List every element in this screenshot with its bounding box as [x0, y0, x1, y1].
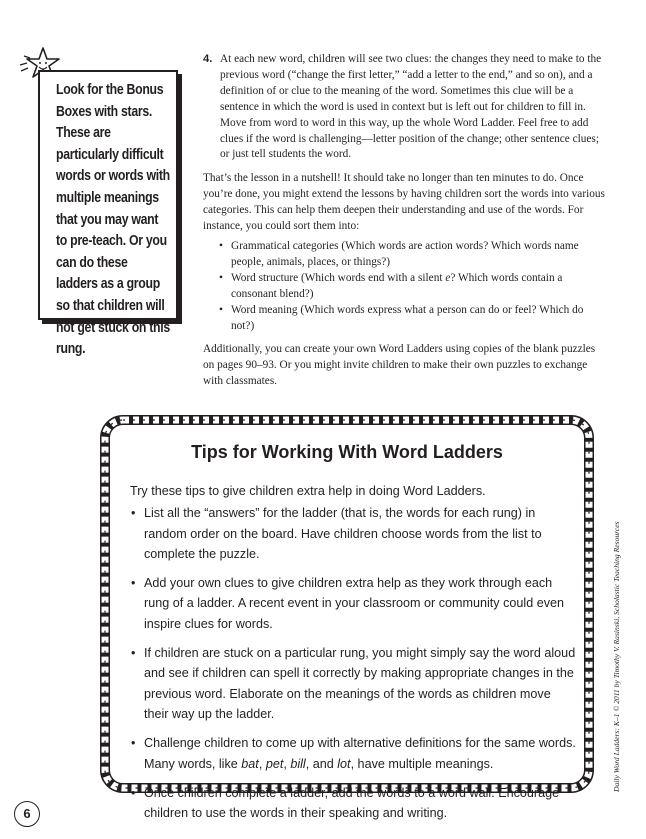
bonus-box-note [38, 70, 178, 358]
list-item [231, 303, 608, 335]
paragraph-additionally: Additionally, you can create your own Word Ladders using copies of the blank puzzles on pages 90–93. Or you might invite children to make their own puzzles to exchange with classmates. [203, 343, 596, 388]
paragraph-nutshell: That’s the lesson in a nutshell! It should take no longer than ten minutes to do. Once you’re done, you might extend the lessons by having children sort the words into various categories. This can help them deepen their understanding and use of the words. For instance, you could sort them into: [203, 172, 605, 233]
list-item-text: , have multiple meanings. [350, 756, 494, 771]
example-word: pet [265, 756, 284, 771]
step-number: 4. [203, 53, 213, 65]
step-text: At each new word, children will see two clues: the changes they need to make to the previous word (“change the first letter,” “add a letter to the end,” and so on), and a definition of or clue to the meaning of the word. Sometimes this clue will be a sentence in which the word is used in context but is left out for children to fill in. Move from word to word in this way, up the whole Word Ladder. Feel free to add clues if the word is challenging—letter position of the change; other sentence clues; or just tell students the word. [220, 53, 602, 161]
list-item-text: Challenge children to come up with alternative definitions for the same words. Many words, like [144, 736, 576, 771]
main-column [203, 52, 608, 390]
copyright-credit: Daily Word Ladders: K–1 © 2011 by Timothy V. Rasinski, Scholastic Teaching Resources [612, 521, 621, 792]
tips-list [130, 503, 578, 823]
example-word: lot [337, 756, 351, 771]
bonus-box-text: Look for the Bonus Boxes with stars. These are particularly difficult words or words with multiple meanings that you may want to pre-teach. Or you can do these ladders as a group so that children will not get stuck on this rung. [56, 82, 170, 358]
separator: , [283, 756, 291, 771]
list-item: • Once children complete a ladder, add the words to a word wall. Encourage children to use the words in their speaking and writing. [144, 783, 578, 824]
list-item-text: Word meaning (Which words express what a person can do or feel? Which do not?) [231, 303, 584, 332]
page-number: 6 [14, 801, 40, 827]
list-item: • List all the “answers” for the ladder (that is, the words for each rung) in random order on the board. Have children choose words from the list to complete the puzzle. [144, 503, 578, 564]
tips-title: Tips for Working With Word Ladders [191, 442, 503, 462]
tips-intro: Try these tips to give children extra help in doing Word Ladders. [130, 484, 486, 498]
list-item-text: Grammatical categories (Which words are action words? Which words name people, animals, places, or things?) [231, 239, 579, 268]
category-list [203, 239, 608, 334]
list-item [231, 271, 608, 303]
tips-body [130, 481, 578, 832]
list-item-text: ? Which words contain a consonant blend?) [231, 271, 563, 300]
list-item: • If children are stuck on a particular rung, you might simply say the word aloud and see if children can spell it correctly by making appropriate changes in the previous word. Elaborate on the meanings of the words as children move their way up the ladder. [144, 643, 578, 724]
step-4 [203, 52, 608, 163]
separator: , and [305, 756, 338, 771]
example-word: bill [290, 756, 306, 771]
example-word: bat [241, 756, 259, 771]
list-item: • Add your own clues to give children extra help as they work through each rung of a ladder. A recent event in your classroom or community could even inspire clues for words. [144, 573, 578, 634]
list-item [144, 733, 578, 774]
list-item-text: Word structure (Which words end with a silent [231, 271, 446, 284]
italic-letter: e [445, 271, 451, 284]
list-item [231, 239, 608, 271]
separator: , [258, 756, 266, 771]
